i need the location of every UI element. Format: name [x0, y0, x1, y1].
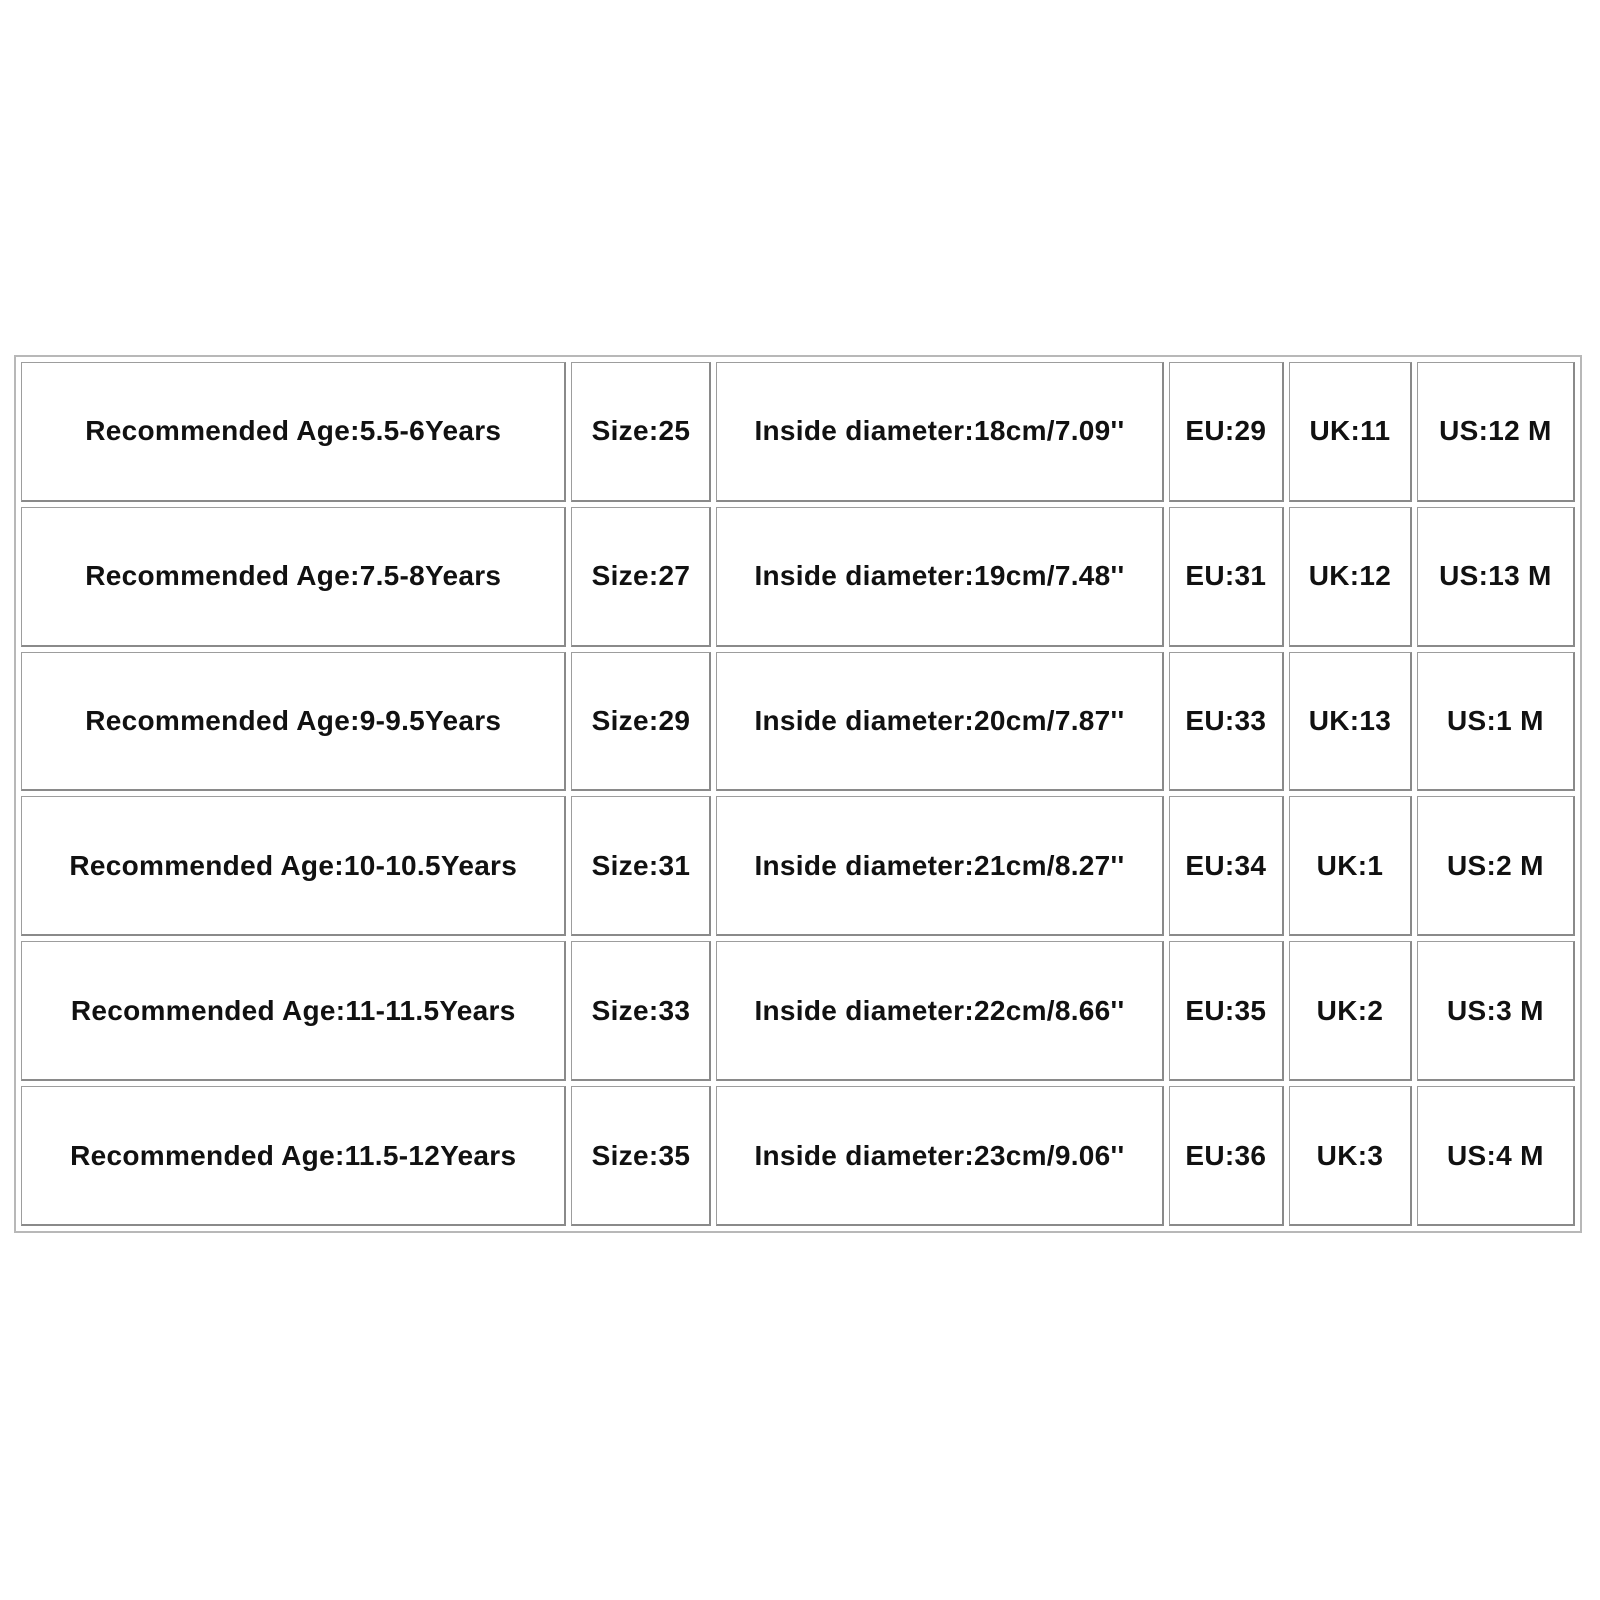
us-size-cell: US:3 M [1417, 941, 1575, 1081]
us-size-cell: US:1 M [1417, 652, 1575, 792]
uk-size-cell: UK:1 [1289, 796, 1412, 936]
us-size-cell: US:12 M [1417, 362, 1575, 502]
age-cell: Recommended Age:7.5-8Years [21, 507, 566, 647]
uk-size-cell: UK:11 [1289, 362, 1412, 502]
diameter-cell: Inside diameter:18cm/7.09'' [716, 362, 1163, 502]
size-chart [14, 355, 1582, 1233]
size-cell: Size:33 [571, 941, 711, 1081]
table-row [21, 652, 1575, 792]
uk-size-cell: UK:12 [1289, 507, 1412, 647]
size-chart-table [16, 357, 1580, 1231]
us-size-cell: US:13 M [1417, 507, 1575, 647]
size-cell: Size:25 [571, 362, 711, 502]
age-cell: Recommended Age:11-11.5Years [21, 941, 566, 1081]
table-row [21, 1086, 1575, 1226]
size-cell: Size:29 [571, 652, 711, 792]
us-size-cell: US:4 M [1417, 1086, 1575, 1226]
eu-size-cell: EU:33 [1169, 652, 1285, 792]
table-row [21, 796, 1575, 936]
eu-size-cell: EU:34 [1169, 796, 1285, 936]
eu-size-cell: EU:35 [1169, 941, 1285, 1081]
diameter-cell: Inside diameter:19cm/7.48'' [716, 507, 1163, 647]
diameter-cell: Inside diameter:22cm/8.66'' [716, 941, 1163, 1081]
table-row [21, 362, 1575, 502]
table-row [21, 507, 1575, 647]
uk-size-cell: UK:2 [1289, 941, 1412, 1081]
table-row [21, 941, 1575, 1081]
age-cell: Recommended Age:5.5-6Years [21, 362, 566, 502]
uk-size-cell: UK:13 [1289, 652, 1412, 792]
eu-size-cell: EU:29 [1169, 362, 1285, 502]
size-cell: Size:31 [571, 796, 711, 936]
age-cell: Recommended Age:9-9.5Years [21, 652, 566, 792]
age-cell: Recommended Age:11.5-12Years [21, 1086, 566, 1226]
diameter-cell: Inside diameter:21cm/8.27'' [716, 796, 1163, 936]
uk-size-cell: UK:3 [1289, 1086, 1412, 1226]
size-cell: Size:35 [571, 1086, 711, 1226]
age-cell: Recommended Age:10-10.5Years [21, 796, 566, 936]
eu-size-cell: EU:31 [1169, 507, 1285, 647]
us-size-cell: US:2 M [1417, 796, 1575, 936]
diameter-cell: Inside diameter:23cm/9.06'' [716, 1086, 1163, 1226]
size-cell: Size:27 [571, 507, 711, 647]
eu-size-cell: EU:36 [1169, 1086, 1285, 1226]
diameter-cell: Inside diameter:20cm/7.87'' [716, 652, 1163, 792]
